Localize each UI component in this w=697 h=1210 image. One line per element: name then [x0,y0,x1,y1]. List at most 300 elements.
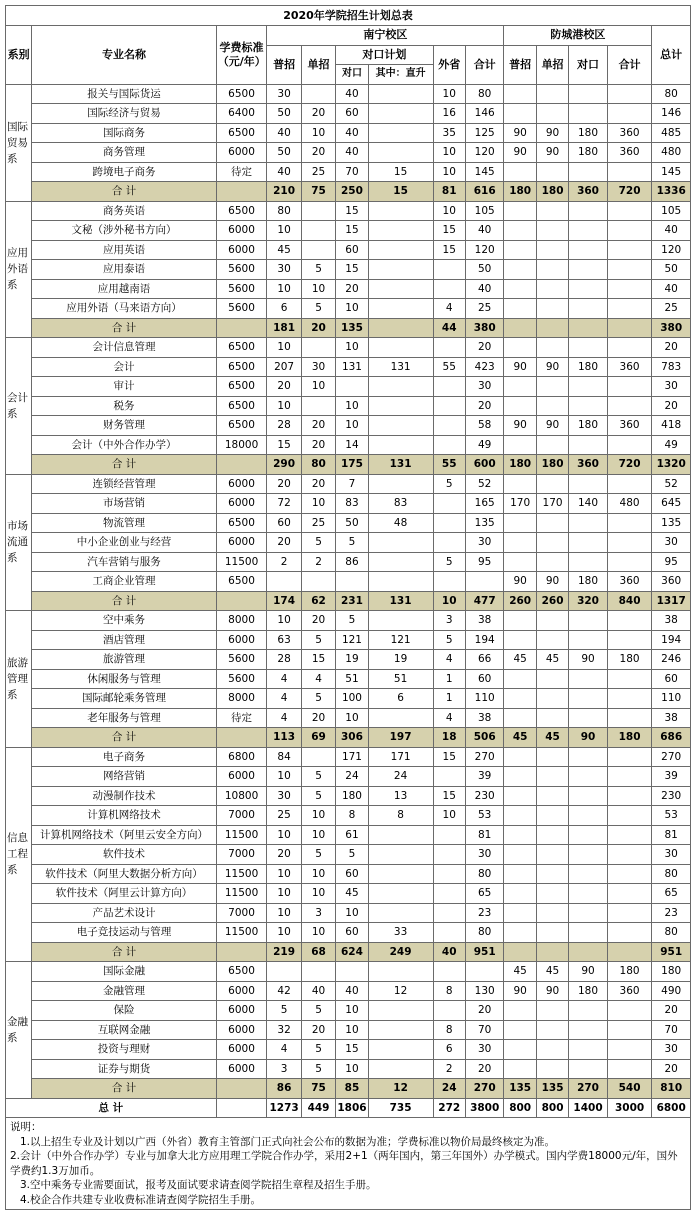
count-cell: 20 [465,338,504,358]
count-cell: 15 [368,162,433,182]
total-cell: 840 [607,591,652,611]
count-cell [368,552,433,572]
count-cell [368,864,433,884]
count-cell: 28 [267,416,301,436]
count-cell: 15 [267,435,301,455]
major-name: 空中乘务 [32,611,216,631]
count-cell [368,435,433,455]
total-label: 合 计 [32,455,216,475]
count-cell: 121 [336,630,368,650]
count-cell [569,396,608,416]
count-cell: 90 [504,123,536,143]
dept-total-row [6,942,691,962]
major-name: 物流管理 [32,513,216,533]
fee-cell: 7000 [216,806,267,826]
fee-cell: 6500 [216,513,267,533]
count-cell [569,279,608,299]
count-cell: 45 [504,962,536,982]
count-cell [368,1040,433,1060]
count-cell: 10 [336,1020,368,1040]
count-cell: 10 [301,806,335,826]
major-name: 应用英语 [32,240,216,260]
count-cell: 7 [336,474,368,494]
count-cell: 10 [301,494,335,514]
count-cell: 19 [336,650,368,670]
count-cell [336,377,368,397]
count-cell [433,377,465,397]
header-danzhao: 单招 [301,45,335,84]
header-fee: 学费标准（元/年） [216,26,267,85]
count-cell: 15 [433,240,465,260]
total-cell: 210 [267,182,301,202]
table-row [6,923,691,943]
count-cell: 95 [652,552,691,572]
count-cell [301,396,335,416]
count-cell: 180 [569,143,608,163]
count-cell [465,572,504,592]
count-cell [433,923,465,943]
total-cell: 45 [536,728,568,748]
count-cell [433,416,465,436]
count-cell [267,962,301,982]
count-cell: 170 [536,494,568,514]
count-cell: 2 [301,552,335,572]
header-duikou: 对口 [336,65,368,85]
table-row [6,689,691,709]
count-cell: 25 [267,806,301,826]
header-nanning-subtotal: 合计 [465,45,504,84]
count-cell: 90 [504,143,536,163]
table-row [6,962,691,982]
table-row [6,435,691,455]
total-cell: 180 [607,728,652,748]
count-cell: 20 [301,708,335,728]
major-name: 财务管理 [32,416,216,436]
count-cell [301,240,335,260]
count-cell [569,923,608,943]
total-cell [536,318,568,338]
count-cell [368,1020,433,1040]
total-cell [216,942,267,962]
count-cell [536,396,568,416]
count-cell [536,923,568,943]
count-cell [433,1001,465,1021]
total-cell: 85 [336,1079,368,1099]
count-cell: 10 [433,806,465,826]
total-cell: 270 [465,1079,504,1099]
total-label: 合 计 [32,318,216,338]
count-cell: 30 [301,357,335,377]
count-cell: 5 [301,786,335,806]
count-cell: 90 [569,650,608,670]
fee-cell: 6000 [216,474,267,494]
count-cell: 1 [433,669,465,689]
count-cell [536,338,568,358]
major-name: 网络营销 [32,767,216,787]
fee-cell: 11500 [216,552,267,572]
count-cell [607,611,652,631]
table-row [6,825,691,845]
count-cell: 45 [536,962,568,982]
count-cell: 180 [569,416,608,436]
count-cell [536,240,568,260]
count-cell [504,1040,536,1060]
count-cell [607,747,652,767]
count-cell [504,747,536,767]
count-cell [433,435,465,455]
count-cell: 30 [465,533,504,553]
fee-cell: 6500 [216,572,267,592]
count-cell: 5 [433,630,465,650]
count-cell: 30 [267,260,301,280]
count-cell: 145 [465,162,504,182]
major-name: 软件技术 [32,845,216,865]
count-cell [433,845,465,865]
total-cell: 720 [607,182,652,202]
count-cell [368,572,433,592]
count-cell: 15 [301,650,335,670]
count-cell [504,104,536,124]
count-cell: 20 [301,1020,335,1040]
table-row [6,396,691,416]
major-name: 软件技术（阿里大数据分析方向） [32,864,216,884]
count-cell: 52 [652,474,691,494]
table-row [6,806,691,826]
table-row [6,240,691,260]
count-cell: 5 [267,1001,301,1021]
total-label: 合 计 [32,942,216,962]
count-cell [607,708,652,728]
major-name: 休闲服务与管理 [32,669,216,689]
count-cell [607,377,652,397]
table-row [6,104,691,124]
count-cell [536,201,568,221]
fee-cell: 18000 [216,435,267,455]
count-cell: 24 [368,767,433,787]
count-cell [536,513,568,533]
total-cell: 55 [433,455,465,475]
count-cell [607,201,652,221]
count-cell: 60 [336,240,368,260]
total-cell [569,942,608,962]
total-cell: 250 [336,182,368,202]
total-cell [216,182,267,202]
count-cell: 270 [465,747,504,767]
count-cell [607,1040,652,1060]
count-cell [504,377,536,397]
count-cell: 90 [504,357,536,377]
count-cell: 81 [465,825,504,845]
count-cell [569,903,608,923]
count-cell [536,1001,568,1021]
major-name: 应用外语（马来语方向） [32,299,216,319]
count-cell: 40 [465,279,504,299]
count-cell [368,221,433,241]
header-waisheng: 外省 [433,45,465,84]
total-cell: 44 [433,318,465,338]
count-cell: 8 [433,1020,465,1040]
count-cell: 5 [433,552,465,572]
count-cell [569,1040,608,1060]
count-cell: 10 [336,396,368,416]
count-cell [336,962,368,982]
count-cell [368,338,433,358]
total-cell: 181 [267,318,301,338]
count-cell [569,377,608,397]
count-cell [504,669,536,689]
dept-total-row [6,1079,691,1099]
total-label: 合 计 [32,1079,216,1099]
fee-cell: 7000 [216,845,267,865]
count-cell: 165 [465,494,504,514]
total-cell: 260 [536,591,568,611]
count-cell: 360 [607,357,652,377]
total-cell [504,318,536,338]
count-cell [607,767,652,787]
major-name: 国际邮轮乘务管理 [32,689,216,709]
count-cell [301,572,335,592]
count-cell: 40 [267,123,301,143]
major-name: 酒店管理 [32,630,216,650]
count-cell: 10 [267,864,301,884]
count-cell [607,786,652,806]
count-cell: 15 [336,260,368,280]
header-fc-putong: 普招 [504,45,536,84]
total-cell: 10 [433,591,465,611]
total-cell: 45 [504,728,536,748]
count-cell: 25 [301,513,335,533]
count-cell: 90 [536,357,568,377]
count-cell [536,689,568,709]
count-cell: 194 [465,630,504,650]
count-cell: 60 [336,864,368,884]
count-cell [607,630,652,650]
table-row [6,786,691,806]
fee-cell: 10800 [216,786,267,806]
count-cell [368,143,433,163]
table-row [6,377,691,397]
count-cell [504,864,536,884]
total-cell: 180 [504,182,536,202]
count-cell: 38 [652,611,691,631]
notes-label: 说明： [10,1121,42,1133]
table-row [6,221,691,241]
major-name: 应用泰语 [32,260,216,280]
grand-total-row [6,1098,691,1118]
count-cell: 52 [465,474,504,494]
fee-cell: 5600 [216,669,267,689]
total-cell: 290 [267,455,301,475]
total-cell: 69 [301,728,335,748]
table-row [6,533,691,553]
table-row [6,1001,691,1021]
count-cell: 83 [336,494,368,514]
count-cell: 10 [267,923,301,943]
count-cell [433,884,465,904]
count-cell [607,845,652,865]
count-cell [504,240,536,260]
total-cell: 1317 [652,591,691,611]
total-cell: 18 [433,728,465,748]
count-cell: 485 [652,123,691,143]
fee-cell: 6000 [216,221,267,241]
header-fangcheng-campus: 防城港校区 [504,26,652,46]
fee-cell: 6000 [216,1020,267,1040]
total-cell [569,318,608,338]
grand-total-cell [216,1098,267,1118]
count-cell: 40 [336,981,368,1001]
count-cell: 246 [652,650,691,670]
table-row [6,767,691,787]
count-cell [504,689,536,709]
count-cell: 20 [267,474,301,494]
count-cell [368,845,433,865]
major-name: 市场营销 [32,494,216,514]
total-cell: 75 [301,1079,335,1099]
count-cell: 10 [301,923,335,943]
count-cell: 90 [536,416,568,436]
count-cell: 38 [465,611,504,631]
count-cell: 10 [336,708,368,728]
dept-total-row [6,455,691,475]
count-cell [504,611,536,631]
count-cell [504,1020,536,1040]
fee-cell: 待定 [216,708,267,728]
count-cell: 10 [267,279,301,299]
total-cell: 68 [301,942,335,962]
table-row [6,572,691,592]
count-cell: 42 [267,981,301,1001]
major-name: 投资与理财 [32,1040,216,1060]
count-cell: 8 [336,806,368,826]
count-cell: 10 [267,767,301,787]
count-cell: 30 [267,84,301,104]
count-cell: 3 [301,903,335,923]
count-cell [569,611,608,631]
count-cell: 10 [336,299,368,319]
count-cell: 20 [336,279,368,299]
count-cell: 30 [465,377,504,397]
count-cell [536,767,568,787]
count-cell: 40 [267,162,301,182]
count-cell: 5 [336,611,368,631]
major-name: 税务 [32,396,216,416]
count-cell: 40 [652,279,691,299]
major-name: 软件技术（阿里云计算方向） [32,884,216,904]
grand-total-cell: 800 [536,1098,568,1118]
count-cell: 32 [267,1020,301,1040]
fee-cell: 6500 [216,962,267,982]
grand-total-cell: 1400 [569,1098,608,1118]
fee-cell: 6500 [216,201,267,221]
major-name: 商务英语 [32,201,216,221]
table-row [6,416,691,436]
count-cell: 120 [465,240,504,260]
total-label: 合 计 [32,182,216,202]
count-cell: 10 [433,143,465,163]
count-cell [433,396,465,416]
count-cell: 130 [465,981,504,1001]
total-cell [216,455,267,475]
count-cell: 423 [465,357,504,377]
table-row [6,338,691,358]
dept-name: 市场流通系 [6,474,32,611]
count-cell [607,1059,652,1079]
table-row [6,630,691,650]
count-cell: 10 [301,864,335,884]
count-cell: 131 [368,357,433,377]
count-cell [504,923,536,943]
note-item: 4.校企合作共建专业收费标准请查阅学院招生手册。 [20,1193,262,1206]
count-cell [368,611,433,631]
total-cell: 720 [607,455,652,475]
count-cell [368,260,433,280]
count-cell: 140 [569,494,608,514]
count-cell [607,669,652,689]
dept-total-row [6,728,691,748]
count-cell: 20 [267,377,301,397]
dept-total-row [6,591,691,611]
count-cell [607,396,652,416]
count-cell [368,962,433,982]
count-cell [536,84,568,104]
count-cell [536,260,568,280]
count-cell: 5 [301,299,335,319]
fee-cell: 6000 [216,494,267,514]
count-cell: 60 [336,923,368,943]
count-cell [336,572,368,592]
count-cell: 146 [652,104,691,124]
count-cell [433,767,465,787]
count-cell: 95 [465,552,504,572]
count-cell: 50 [465,260,504,280]
table-row [6,513,691,533]
total-cell: 1336 [652,182,691,202]
count-cell [433,494,465,514]
major-name: 跨境电子商务 [32,162,216,182]
count-cell: 13 [368,786,433,806]
count-cell: 50 [267,143,301,163]
count-cell: 30 [465,1040,504,1060]
count-cell: 5 [336,845,368,865]
count-cell [607,104,652,124]
count-cell [536,1040,568,1060]
major-name: 动漫制作技术 [32,786,216,806]
count-cell [536,864,568,884]
count-cell: 90 [536,123,568,143]
count-cell [607,903,652,923]
count-cell: 20 [301,435,335,455]
count-cell [301,84,335,104]
fee-cell: 6000 [216,1059,267,1079]
total-cell [607,942,652,962]
count-cell [368,1059,433,1079]
count-cell: 360 [607,981,652,1001]
total-cell [368,318,433,338]
count-cell: 20 [301,143,335,163]
count-cell: 90 [504,572,536,592]
table-row [6,708,691,728]
count-cell [504,474,536,494]
count-cell [569,338,608,358]
count-cell [607,279,652,299]
count-cell [536,533,568,553]
count-cell [368,240,433,260]
count-cell [569,201,608,221]
count-cell: 180 [652,962,691,982]
count-cell [433,903,465,923]
total-cell: 135 [504,1079,536,1099]
